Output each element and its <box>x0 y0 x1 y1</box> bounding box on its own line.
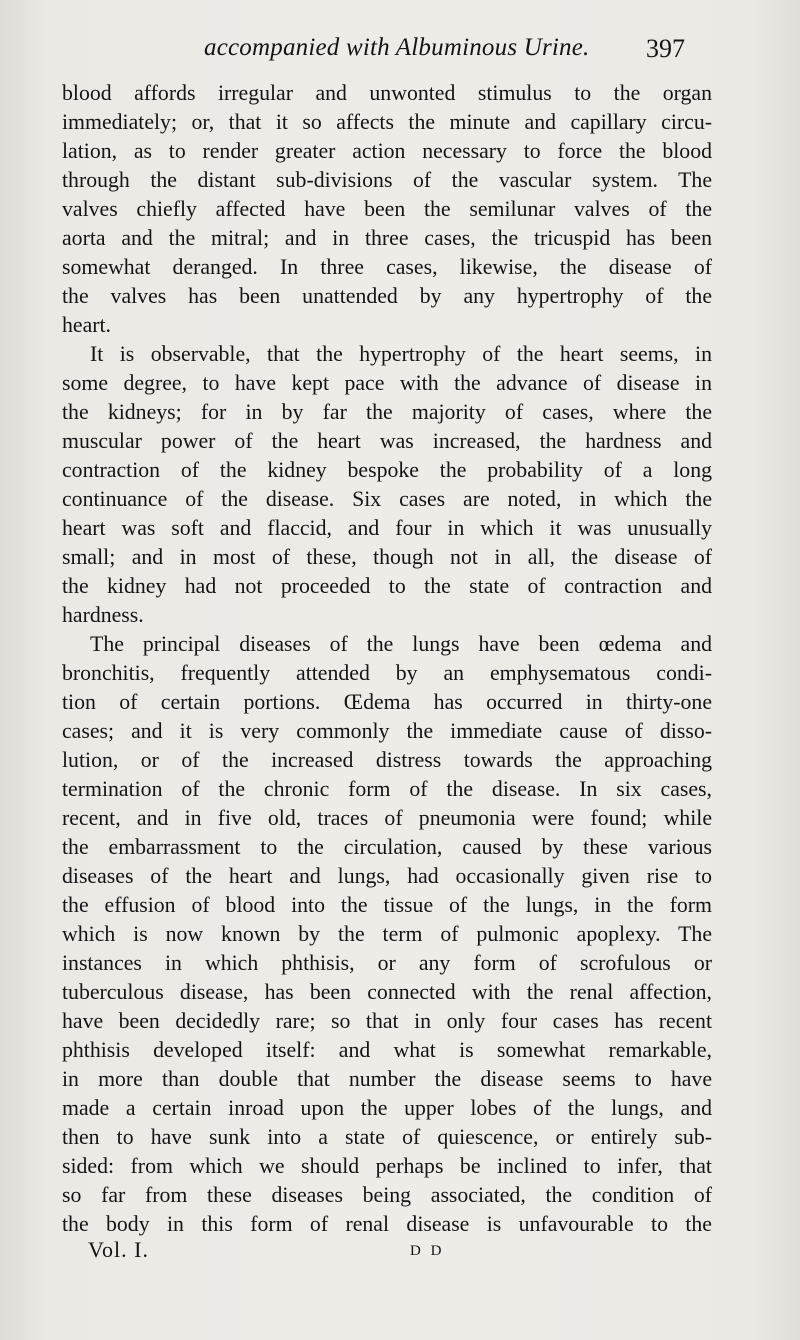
text-line: contraction of the kidney bespoke the probability of a long <box>62 458 712 482</box>
paragraph-2 <box>62 340 712 630</box>
text-line: the effusion of blood into the tissue of the lungs, in the form <box>62 893 712 917</box>
body-text <box>62 79 712 1239</box>
text-line: bronchitis, frequently attended by an emphysematous condi- <box>62 661 712 685</box>
text-line: instances in which phthisis, or any form of scrofulous or <box>62 951 712 975</box>
page-number: 397 <box>646 34 685 63</box>
text-line: continuance of the disease. Six cases are noted, in which the <box>62 487 712 511</box>
text-line: muscular power of the heart was increased, the hardness and <box>62 429 712 453</box>
text-line: heart. <box>62 313 112 337</box>
text-line: then to have sunk into a state of quiescence, or entirely sub- <box>62 1125 712 1149</box>
text-line: tion of certain portions. Œdema has occurred in thirty-one <box>62 690 712 714</box>
text-line: small; and in most of these, though not in all, the disease of <box>62 545 712 569</box>
text-line: immediately; or, that it so affects the minute and capillary circu- <box>62 110 712 134</box>
text-line: aorta and the mitral; and in three cases, the tricuspid has been <box>62 226 712 250</box>
text-line: cases; and it is very commonly the immediate cause of disso- <box>62 719 712 743</box>
text-line: have been decidedly rare; so that in only four cases has recent <box>62 1009 712 1033</box>
text-line: blood affords irregular and unwonted stimulus to the organ <box>62 81 712 105</box>
text-line: The principal diseases of the lungs have been œdema and <box>90 632 712 656</box>
text-line: hardness. <box>62 603 144 627</box>
text-line: lation, as to render greater action necessary to force the blood <box>62 139 712 163</box>
text-line: heart was soft and flaccid, and four in which it was unusually <box>62 516 712 540</box>
text-line: somewhat deranged. In three cases, likewise, the disease of <box>62 255 712 279</box>
text-line: the kidneys; for in by far the majority of cases, where the <box>62 400 712 424</box>
running-head <box>204 34 700 70</box>
text-line: sided: from which we should perhaps be inclined to infer, that <box>62 1154 712 1178</box>
text-line: valves chiefly affected have been the semilunar valves of the <box>62 197 712 221</box>
text-line: termination of the chronic form of the disease. In six cases, <box>62 777 712 801</box>
signature-mark: D D <box>410 1243 445 1259</box>
text-line: recent, and in five old, traces of pneumonia were found; while <box>62 806 712 830</box>
text-line: some degree, to have kept pace with the advance of disease in <box>62 371 712 395</box>
text-line: phthisis developed itself: and what is somewhat remarkable, <box>62 1038 712 1062</box>
paragraph-1 <box>62 79 712 340</box>
text-line: through the distant sub-divisions of the vascular system. The <box>62 168 712 192</box>
text-line: tuberculous disease, has been connected with the renal affection, <box>62 980 712 1004</box>
text-line: so far from these diseases being associated, the condition of <box>62 1183 712 1207</box>
text-line: the embarrassment to the circulation, caused by these various <box>62 835 712 859</box>
text-line: diseases of the heart and lungs, had occasionally given rise to <box>62 864 712 888</box>
text-line: It is observable, that the hypertrophy of the heart seems, in <box>90 342 712 366</box>
page-footer <box>88 1237 488 1267</box>
text-line: in more than double that number the disease seems to have <box>62 1067 712 1091</box>
text-line: lution, or of the increased distress towards the approaching <box>62 748 712 772</box>
running-title: accompanied with Albuminous Urine. <box>204 34 590 61</box>
text-line: the kidney had not proceeded to the state of contraction and <box>62 574 712 598</box>
paragraph-3 <box>62 630 712 1239</box>
text-line: the valves has been unattended by any hypertrophy of the <box>62 284 712 308</box>
text-line: which is now known by the term of pulmonic apoplexy. The <box>62 922 712 946</box>
volume-label: Vol. I. <box>88 1237 149 1262</box>
text-line: made a certain inroad upon the upper lobes of the lungs, and <box>62 1096 712 1120</box>
text-line: the body in this form of renal disease is unfavourable to the <box>62 1212 712 1236</box>
